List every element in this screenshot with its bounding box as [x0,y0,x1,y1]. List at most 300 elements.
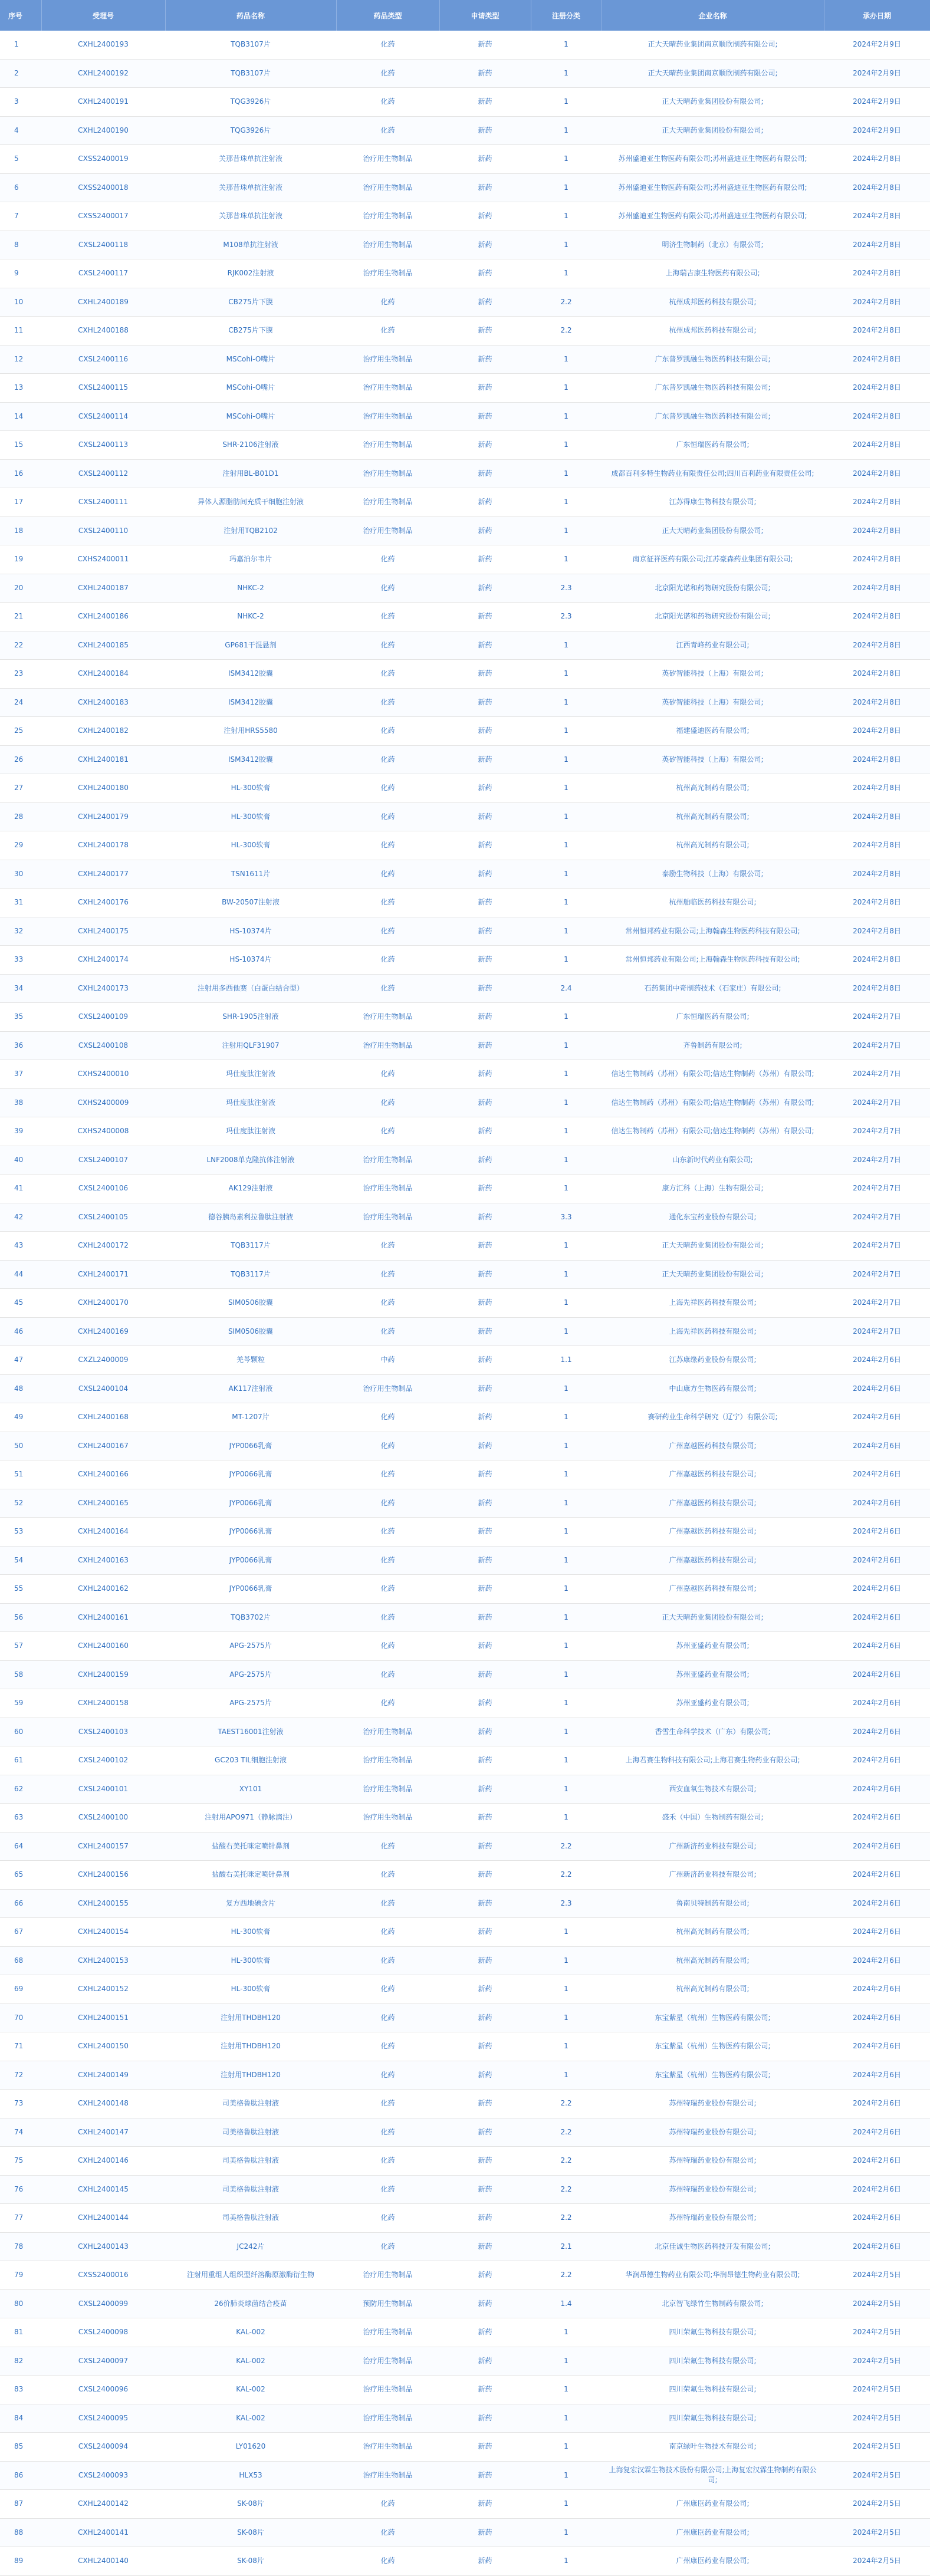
cell-date: 2024年2月8日 [824,374,930,403]
cell-application-type: 新药 [439,516,531,545]
cell-application-type: 新药 [439,2204,531,2233]
cell-drug-type: 化药 [336,2003,439,2032]
table-row [0,603,930,631]
table-row [0,2318,930,2347]
cell-drug-name: TQB3702片 [165,1603,336,1632]
cell-registration-class: 1 [531,1632,602,1661]
cell-drug-type: 化药 [336,2490,439,2519]
cell-registration-class: 1 [531,59,602,88]
cell-company: 广州嘉越医药科技有限公司; [602,1432,824,1460]
cell-registration-class: 1 [531,31,602,59]
cell-drug-name: TQB3117片 [165,1232,336,1261]
cell-date: 2024年2月5日 [824,2490,930,2519]
cell-date: 2024年2月6日 [824,1804,930,1833]
cell-acceptance-no: CXHL2400180 [41,774,165,803]
cell-date: 2024年2月6日 [824,1518,930,1547]
cell-index: 44 [0,1260,41,1289]
cell-company: 四川荣氟生物科技有限公司; [602,2404,824,2433]
table-row [0,488,930,517]
cell-registration-class: 1 [531,1117,602,1146]
cell-drug-name: BW-20507注射液 [165,889,336,917]
cell-acceptance-no: CXHL2400159 [41,1660,165,1689]
cell-drug-name: 司美格鲁肽注射液 [165,2204,336,2233]
table-row [0,1746,930,1775]
cell-company: 香雪生命科学技术（广东）有限公司; [602,1718,824,1746]
cell-company: 江西青峰药业有限公司; [602,631,824,660]
cell-registration-class: 1 [531,1718,602,1746]
cell-company: 常州恒邦药业有限公司;上海翰森生物医药科技有限公司; [602,946,824,975]
cell-drug-type: 化药 [336,317,439,346]
cell-drug-name: SIM0506胶囊 [165,1317,336,1346]
cell-index: 26 [0,745,41,774]
cell-acceptance-no: CXHS2400009 [41,1088,165,1117]
cell-application-type: 新药 [439,116,531,145]
cell-index: 48 [0,1374,41,1403]
cell-company: 苏州特瑞药业股份有限公司; [602,2118,824,2147]
cell-acceptance-no: CXSL2400102 [41,1746,165,1775]
cell-drug-type: 治疗用生物制品 [336,1203,439,1232]
cell-date: 2024年2月6日 [824,1575,930,1604]
cell-registration-class: 1 [531,745,602,774]
cell-drug-name: LNF2008单克隆抗体注射液 [165,1146,336,1175]
cell-date: 2024年2月9日 [824,116,930,145]
cell-date: 2024年2月8日 [824,488,930,517]
cell-company: 广州康臣药业有限公司; [602,2547,824,2576]
table-row [0,1889,930,1918]
cell-company: 山东新时代药业有限公司; [602,1146,824,1175]
cell-index: 36 [0,1031,41,1060]
cell-registration-class: 1 [531,1918,602,1947]
cell-drug-type: 化药 [336,974,439,1003]
cell-index: 37 [0,1060,41,1089]
table-row [0,1804,930,1833]
cell-acceptance-no: CXHL2400173 [41,974,165,1003]
cell-date: 2024年2月5日 [824,2261,930,2290]
cell-drug-name: 盐酸右美托咪定喷针鼻剂 [165,1832,336,1861]
cell-drug-type: 治疗用生物制品 [336,2376,439,2404]
cell-acceptance-no: CXHL2400168 [41,1403,165,1432]
cell-index: 52 [0,1489,41,1518]
cell-date: 2024年2月8日 [824,259,930,288]
cell-registration-class: 1 [531,1003,602,1032]
cell-acceptance-no: CXHL2400182 [41,717,165,746]
cell-drug-name: 复方西地碘含片 [165,1889,336,1918]
cell-company: 四川荣氟生物科技有限公司; [602,2376,824,2404]
table-row [0,1489,930,1518]
cell-drug-type: 化药 [336,2518,439,2547]
cell-company: 南京绿叶生物技术有限公司; [602,2433,824,2462]
cell-company: 广州嘉越医药科技有限公司; [602,1575,824,1604]
cell-application-type: 新药 [439,2547,531,2576]
cell-company: 广东普罗凯融生物医药科技有限公司; [602,345,824,374]
cell-application-type: 新药 [439,1460,531,1489]
table-row [0,889,930,917]
cell-registration-class: 1 [531,1575,602,1604]
cell-drug-type: 化药 [336,545,439,574]
cell-acceptance-no: CXSL2400110 [41,516,165,545]
cell-application-type: 新药 [439,2232,531,2261]
table-row [0,116,930,145]
table-row [0,1718,930,1746]
table-row [0,1975,930,2004]
cell-drug-name: 司美格鲁肽注射液 [165,2090,336,2118]
cell-acceptance-no: CXHL2400186 [41,603,165,631]
cell-date: 2024年2月8日 [824,574,930,603]
cell-index: 22 [0,631,41,660]
table-row [0,688,930,717]
cell-drug-name: HL-300软膏 [165,1918,336,1947]
cell-company: 信达生物制药（苏州）有限公司;信达生物制药（苏州）有限公司; [602,1117,824,1146]
cell-index: 3 [0,88,41,117]
cell-acceptance-no: CXSL2400094 [41,2433,165,2462]
cell-index: 84 [0,2404,41,2433]
cell-registration-class: 1 [531,946,602,975]
table-row [0,2433,930,2462]
cell-date: 2024年2月8日 [824,802,930,831]
cell-acceptance-no: CXZL2400009 [41,1346,165,1375]
cell-index: 6 [0,173,41,202]
cell-date: 2024年2月6日 [824,1918,930,1947]
cell-company: 正大天晴药业集团南京顺欣制药有限公司; [602,59,824,88]
cell-acceptance-no: CXHL2400151 [41,2003,165,2032]
cell-drug-name: JYP0066乳膏 [165,1460,336,1489]
cell-registration-class: 1 [531,1031,602,1060]
cell-company: 杭州舶临医药科技有限公司; [602,889,824,917]
cell-company: 信达生物制药（苏州）有限公司;信达生物制药（苏州）有限公司; [602,1088,824,1117]
cell-acceptance-no: CXHL2400147 [41,2118,165,2147]
cell-application-type: 新药 [439,1060,531,1089]
table-row [0,1775,930,1804]
cell-application-type: 新药 [439,2490,531,2519]
cell-application-type: 新药 [439,774,531,803]
cell-application-type: 新药 [439,1232,531,1261]
cell-application-type: 新药 [439,1603,531,1632]
cell-drug-type: 化药 [336,1088,439,1117]
cell-application-type: 新药 [439,1403,531,1432]
cell-application-type: 新药 [439,660,531,689]
cell-date: 2024年2月8日 [824,231,930,259]
cell-date: 2024年2月8日 [824,459,930,488]
cell-drug-name: 关那昔珠单抗注射液 [165,173,336,202]
cell-application-type: 新药 [439,2518,531,2547]
cell-company: 东宝紫星（杭州）生物医药有限公司; [602,2003,824,2032]
cell-application-type: 新药 [439,374,531,403]
cell-registration-class: 2.2 [531,317,602,346]
table-row [0,259,930,288]
cell-drug-name: MT-1207片 [165,1403,336,1432]
cell-acceptance-no: CXSL2400107 [41,1146,165,1175]
header-drug-type: 药品类型 [336,0,439,31]
table-row [0,660,930,689]
cell-registration-class: 1 [531,2318,602,2347]
cell-registration-class: 2.3 [531,603,602,631]
cell-drug-type: 化药 [336,1432,439,1460]
cell-drug-name: KAL-002 [165,2404,336,2433]
cell-index: 61 [0,1746,41,1775]
cell-drug-type: 化药 [336,2232,439,2261]
cell-index: 83 [0,2376,41,2404]
cell-company: 上海君赛生物科技有限公司;上海君赛生物药业有限公司; [602,1746,824,1775]
cell-drug-name: HL-300软膏 [165,831,336,860]
cell-date: 2024年2月8日 [824,974,930,1003]
cell-application-type: 新药 [439,631,531,660]
cell-drug-type: 治疗用生物制品 [336,2433,439,2462]
cell-drug-name: NHKC-2 [165,574,336,603]
cell-acceptance-no: CXSL2400111 [41,488,165,517]
cell-date: 2024年2月8日 [824,831,930,860]
cell-registration-class: 1 [531,831,602,860]
cell-company: 英矽智能科技（上海）有限公司; [602,745,824,774]
cell-date: 2024年2月8日 [824,431,930,460]
cell-index: 15 [0,431,41,460]
cell-date: 2024年2月5日 [824,2347,930,2376]
cell-drug-type: 化药 [336,946,439,975]
cell-date: 2024年2月5日 [824,2547,930,2576]
cell-drug-type: 化药 [336,1946,439,1975]
cell-application-type: 新药 [439,1175,531,1203]
cell-company: 中山康方生物医药有限公司; [602,1374,824,1403]
table-row [0,2232,930,2261]
cell-drug-type: 化药 [336,1575,439,1604]
cell-index: 77 [0,2204,41,2233]
cell-company: 四川荣氟生物科技有限公司; [602,2347,824,2376]
cell-index: 88 [0,2518,41,2547]
cell-date: 2024年2月7日 [824,1031,930,1060]
cell-registration-class: 1 [531,202,602,231]
cell-acceptance-no: CXHL2400141 [41,2518,165,2547]
table-row [0,2547,930,2576]
cell-registration-class: 1 [531,717,602,746]
cell-drug-name: APG-2575片 [165,1660,336,1689]
cell-application-type: 新药 [439,2118,531,2147]
cell-application-type: 新药 [439,1003,531,1032]
cell-drug-name: MSCohi-O嘴片 [165,402,336,431]
cell-index: 49 [0,1403,41,1432]
cell-registration-class: 1 [531,459,602,488]
cell-company: 苏州特瑞药业股份有限公司; [602,2204,824,2233]
table-row [0,2003,930,2032]
cell-company: 正大天晴药业集团股份有限公司; [602,88,824,117]
cell-application-type: 新药 [439,745,531,774]
cell-acceptance-no: CXSL2400116 [41,345,165,374]
table-body [0,31,930,2575]
cell-index: 20 [0,574,41,603]
cell-drug-type: 化药 [336,1060,439,1089]
table-row [0,1403,930,1432]
cell-drug-type: 化药 [336,603,439,631]
cell-application-type: 新药 [439,2318,531,2347]
cell-acceptance-no: CXHS2400011 [41,545,165,574]
cell-acceptance-no: CXHL2400179 [41,802,165,831]
cell-acceptance-no: CXSS2400018 [41,173,165,202]
cell-date: 2024年2月8日 [824,516,930,545]
cell-application-type: 新药 [439,2376,531,2404]
cell-drug-name: HL-300软膏 [165,1975,336,2004]
cell-acceptance-no: CXSL2400096 [41,2376,165,2404]
cell-application-type: 新药 [439,488,531,517]
table-row [0,1460,930,1489]
table-row [0,59,930,88]
cell-company: 华润昂德生物药业有限公司;华润昂德生物药业有限公司; [602,2261,824,2290]
cell-index: 87 [0,2490,41,2519]
cell-application-type: 新药 [439,402,531,431]
cell-date: 2024年2月5日 [824,2289,930,2318]
cell-acceptance-no: CXSL2400115 [41,374,165,403]
cell-application-type: 新药 [439,231,531,259]
table-row [0,345,930,374]
cell-acceptance-no: CXSL2400105 [41,1203,165,1232]
cell-drug-name: ISM3412胶囊 [165,745,336,774]
cell-registration-class: 1 [531,660,602,689]
table-row [0,1175,930,1203]
cell-index: 31 [0,889,41,917]
cell-drug-name: 司美格鲁肽注射液 [165,2175,336,2204]
cell-date: 2024年2月5日 [824,2318,930,2347]
cell-registration-class: 1 [531,688,602,717]
cell-company: 广东恒瑞医药有限公司; [602,431,824,460]
table-row [0,1603,930,1632]
cell-index: 18 [0,516,41,545]
cell-drug-name: TQB3117片 [165,1260,336,1289]
cell-acceptance-no: CXHS2400008 [41,1117,165,1146]
cell-company: 信达生物制药（苏州）有限公司;信达生物制药（苏州）有限公司; [602,1060,824,1089]
cell-registration-class: 1 [531,2376,602,2404]
cell-application-type: 新药 [439,1832,531,1861]
table-row [0,459,930,488]
cell-index: 72 [0,2061,41,2090]
cell-application-type: 新药 [439,1689,531,1718]
cell-index: 14 [0,402,41,431]
cell-acceptance-no: CXHL2400156 [41,1861,165,1890]
table-row [0,1546,930,1575]
table-row [0,31,930,59]
cell-acceptance-no: CXHL2400144 [41,2204,165,2233]
cell-company: 杭州高光制药有限公司; [602,1918,824,1947]
cell-date: 2024年2月7日 [824,1260,930,1289]
cell-drug-type: 治疗用生物制品 [336,202,439,231]
cell-drug-name: 注射用BL-B01D1 [165,459,336,488]
cell-registration-class: 1 [531,374,602,403]
cell-registration-class: 1.1 [531,1346,602,1375]
cell-acceptance-no: CXSL2400106 [41,1175,165,1203]
cell-drug-type: 化药 [336,802,439,831]
cell-index: 45 [0,1289,41,1318]
cell-registration-class: 1 [531,1804,602,1833]
cell-acceptance-no: CXHL2400143 [41,2232,165,2261]
cell-acceptance-no: CXHL2400178 [41,831,165,860]
cell-drug-type: 化药 [336,1403,439,1432]
cell-index: 64 [0,1832,41,1861]
cell-company: 正大天晴药业集团南京顺欣制药有限公司; [602,31,824,59]
cell-application-type: 新药 [439,1746,531,1775]
table-row [0,917,930,946]
cell-application-type: 新药 [439,2147,531,2176]
cell-acceptance-no: CXHL2400187 [41,574,165,603]
cell-company: 盛禾（中国）生物制药有限公司; [602,1804,824,1833]
cell-drug-type: 化药 [336,574,439,603]
cell-drug-type: 化药 [336,831,439,860]
cell-application-type: 新药 [439,459,531,488]
cell-drug-name: APG-2575片 [165,1689,336,1718]
cell-registration-class: 1 [531,1232,602,1261]
cell-application-type: 新药 [439,1374,531,1403]
cell-registration-class: 2.2 [531,1861,602,1890]
cell-company: 正大天晴药业集团股份有限公司; [602,1260,824,1289]
cell-index: 39 [0,1117,41,1146]
cell-drug-type: 治疗用生物制品 [336,459,439,488]
cell-drug-type: 化药 [336,88,439,117]
cell-drug-type: 化药 [336,2547,439,2576]
cell-acceptance-no: CXHL2400185 [41,631,165,660]
table-row [0,2518,930,2547]
table-row [0,516,930,545]
cell-drug-type: 治疗用生物制品 [336,374,439,403]
cell-registration-class: 1 [531,1975,602,2004]
table-row [0,2061,930,2090]
cell-company: 杭州高光制药有限公司; [602,1975,824,2004]
cell-company: 广东普罗凯融生物医药科技有限公司; [602,402,824,431]
cell-index: 62 [0,1775,41,1804]
cell-acceptance-no: CXHL2400184 [41,660,165,689]
cell-application-type: 新药 [439,831,531,860]
cell-registration-class: 1 [531,1175,602,1203]
cell-date: 2024年2月6日 [824,1603,930,1632]
cell-drug-type: 化药 [336,717,439,746]
cell-application-type: 新药 [439,1346,531,1375]
cell-acceptance-no: CXHL2400166 [41,1460,165,1489]
cell-acceptance-no: CXHL2400190 [41,116,165,145]
table-row [0,1003,930,1032]
cell-index: 40 [0,1146,41,1175]
cell-drug-name: GP681干混悬剂 [165,631,336,660]
table-row [0,1575,930,1604]
cell-date: 2024年2月8日 [824,946,930,975]
table-row [0,1518,930,1547]
cell-application-type: 新药 [439,1546,531,1575]
cell-company: 通化东宝药业股份有限公司; [602,1203,824,1232]
cell-acceptance-no: CXHL2400145 [41,2175,165,2204]
cell-drug-name: MSCohi-O嘴片 [165,374,336,403]
cell-registration-class: 1 [531,1660,602,1689]
cell-date: 2024年2月6日 [824,1889,930,1918]
cell-drug-name: GC203 TIL细胞注射液 [165,1746,336,1775]
cell-drug-name: 羌芩颗粒 [165,1346,336,1375]
cell-company: 苏州特瑞药业股份有限公司; [602,2090,824,2118]
cell-acceptance-no: CXHL2400174 [41,946,165,975]
cell-drug-type: 化药 [336,1660,439,1689]
cell-company: 苏州亚盛药业有限公司; [602,1689,824,1718]
cell-index: 74 [0,2118,41,2147]
cell-registration-class: 1 [531,1946,602,1975]
cell-company: 西安血氧生物技术有限公司; [602,1775,824,1804]
cell-application-type: 新药 [439,1518,531,1547]
cell-acceptance-no: CXHL2400164 [41,1518,165,1547]
cell-date: 2024年2月8日 [824,345,930,374]
cell-drug-name: NHKC-2 [165,603,336,631]
table-row [0,1946,930,1975]
cell-index: 73 [0,2090,41,2118]
cell-company: 苏州盛迪亚生物医药有限公司;苏州盛迪亚生物医药有限公司; [602,202,824,231]
cell-application-type: 新药 [439,1804,531,1833]
cell-registration-class: 1 [531,2032,602,2061]
cell-company: 苏州盛迪亚生物医药有限公司;苏州盛迪亚生物医药有限公司; [602,173,824,202]
table-row [0,802,930,831]
cell-index: 66 [0,1889,41,1918]
cell-index: 89 [0,2547,41,2576]
cell-acceptance-no: CXHL2400148 [41,2090,165,2118]
cell-application-type: 新药 [439,1146,531,1175]
cell-drug-name: TQG3926片 [165,116,336,145]
